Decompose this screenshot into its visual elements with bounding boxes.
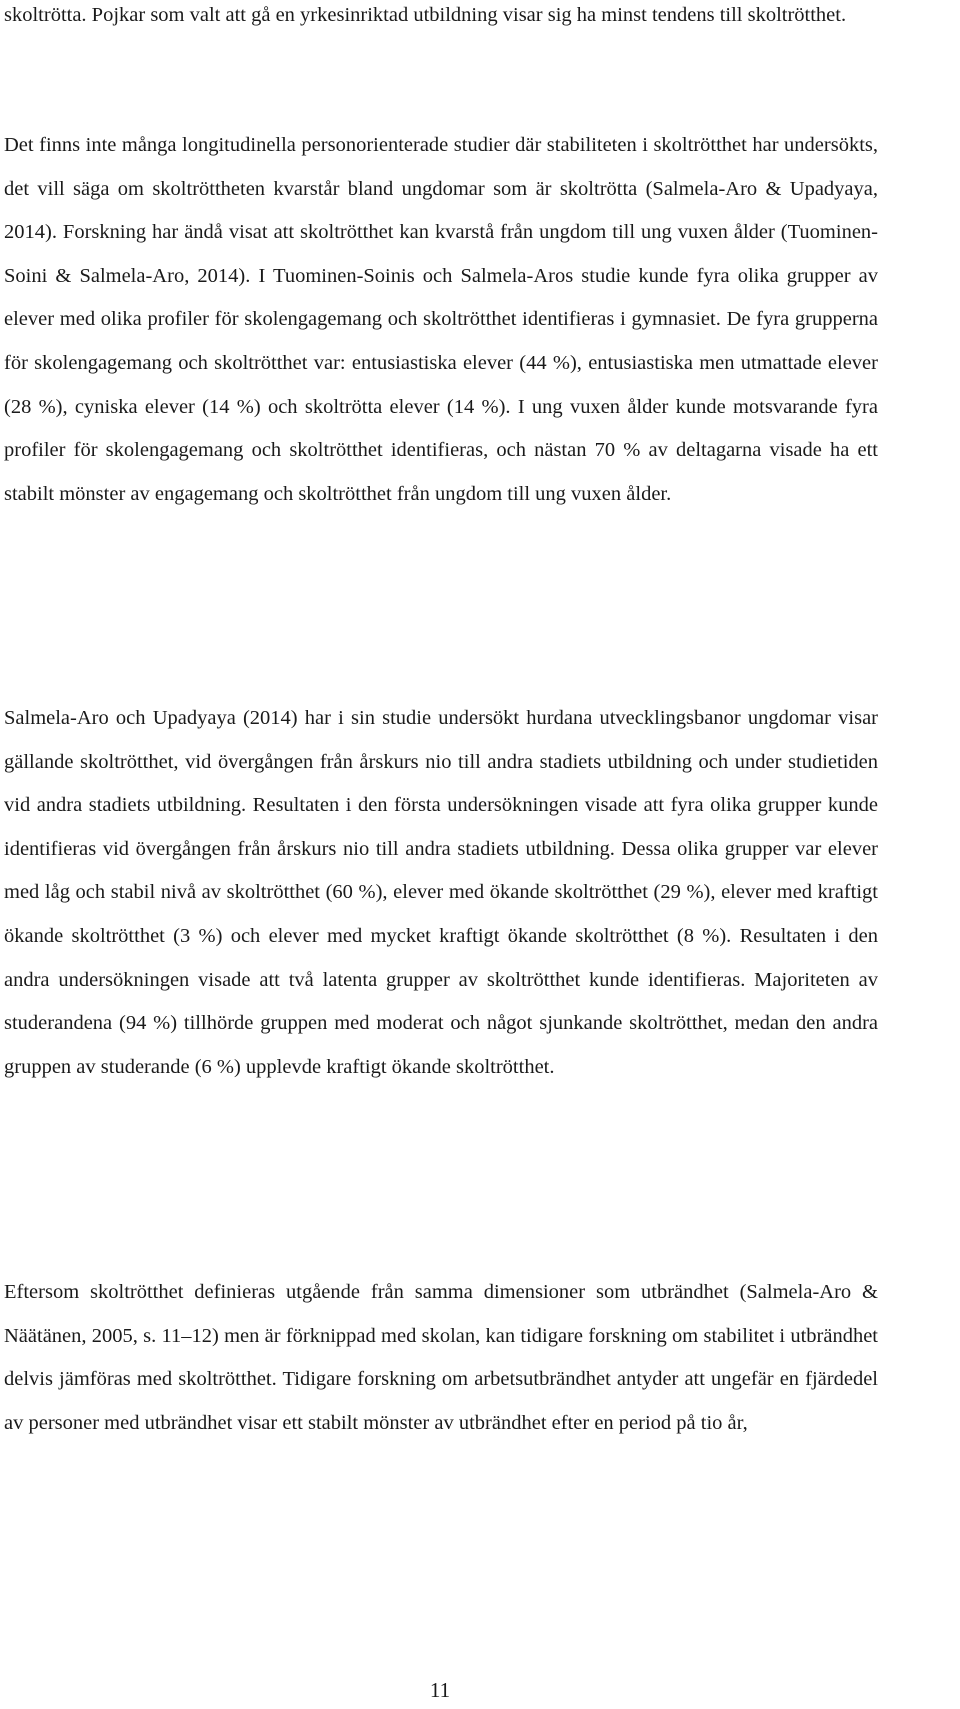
paragraph-longitudinal-studies: Det finns inte många longitudinella personorienterade studier där stabiliteten i skoltrötthet har undersökts, det vill säga om skoltröttheten kvarstår bland ungdomar som är skoltrötta (Salmela-Aro & Upadyaya, 2014). Forskning har ändå visat att skoltrötthet kan kvarstå från ungdom till ung vuxen ålder (Tuominen-Soini & Salmela-Aro, 2014). I Tuominen-Soinis och Salmela-Aros studie kunde fyra olika grupper av elever med olika profiler för skolengagemang och skoltrötthet identifieras i gymnasiet. De fyra grupperna för skolengagemang och skoltrötthet var: entusiastiska elever (44 %), entusiastiska men utmattade elever (28 %), cyniska elever (14 %) och skoltrötta elever (14 %). I ung vuxen ålder kunde motsvarande fyra profiler för skolengagemang och skoltrötthet identifieras, och nästan 70 % av deltagarna visade ha ett stabilt mönster av engagemang och skoltrötthet från ungdom till ung vuxen ålder. bbox=[4, 134, 878, 505]
paragraph-salmela-aro-upadyaya: Salmela-Aro och Upadyaya (2014) har i sin studie undersökt hurdana utvecklingsbanor ungdomar visar gällande skoltrötthet, vid övergången från årskurs nio till andra stadiets utbildning och under studietiden vid andra stadiets utbildning. Resultaten i den första undersökningen visade att fyra olika grupper kunde identifieras vid övergången från årskurs nio till andra stadiets utbildning. Dessa olika grupper var elever med låg och stabil nivå av skoltrötthet (60 %), elever med ökande skoltrötthet (29 %), elever med kraftigt ökande skoltrötthet (3 %) och elever med mycket kraftigt ökande skoltrötthet (8 %). Resultaten i den andra undersökningen visade att två latenta grupper av skoltrötthet kunde identifieras. Majoriteten av studerandena (94 %) tillhörde gruppen med moderat och något sjunkande skoltrötthet, medan den andra gruppen av studerande (6 %) upplevde kraftigt ökande skoltrötthet. bbox=[4, 707, 878, 1078]
paragraph-continuation: skoltrötta. Pojkar som valt att gå en yrkesinriktad utbildning visar sig ha minst tendens till skoltrötthet. bbox=[4, 4, 847, 26]
page-number: 11 bbox=[429, 1678, 451, 1702]
paragraph-burnout-comparison: Eftersom skoltrötthet definieras utgående från samma dimensioner som utbrändhet (Salmela-Aro & Näätänen, 2005, s. 11–12) men är förknippad med skolan, kan tidigare forskning om stabilitet i utbrändhet delvis jämföras med skoltrötthet. Tidigare forskning om arbetsutbrändhet antyder att ungefär en fjärdedel av personer med utbrändhet visar ett stabilt mönster av utbrändhet efter en period på tio år, bbox=[4, 1281, 878, 1434]
